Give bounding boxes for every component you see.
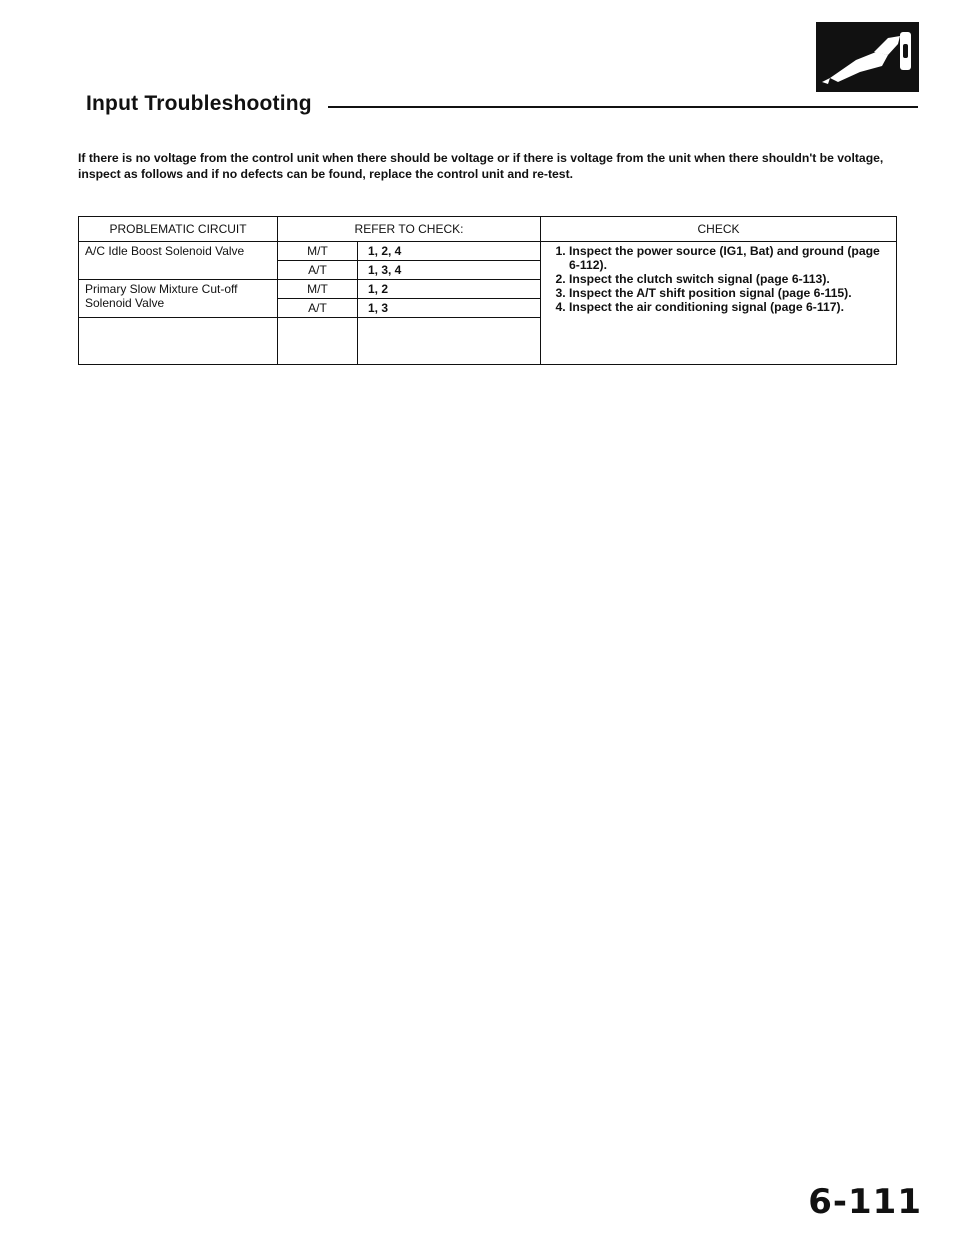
fuel-nozzle-icon <box>816 22 919 92</box>
title-row <box>86 90 918 120</box>
transmission-cell: M/T <box>278 242 358 261</box>
check-list-item: 4. Inspect the air conditioning signal (page 6-117). <box>569 300 890 314</box>
header-refer-to-check: REFER TO CHECK: <box>278 217 541 242</box>
check-items-cell: 1, 2 <box>358 280 541 299</box>
troubleshooting-table <box>78 216 897 365</box>
circuit-cell: A/C Idle Boost Solenoid Valve <box>79 242 278 280</box>
check-list-item: 2. Inspect the clutch switch signal (page 6-113). <box>569 272 890 286</box>
table-row <box>79 242 897 261</box>
header-check: CHECK <box>541 217 897 242</box>
intro-paragraph: If there is no voltage from the control unit when there should be voltage or if there is voltage from the unit when there shouldn't be voltage, inspect as follows and if no defects can be found, replace the control unit and re-test. <box>78 151 884 181</box>
transmission-cell: A/T <box>278 261 358 280</box>
table-header-row <box>79 217 897 242</box>
check-list-item: 3. Inspect the A/T shift position signal (page 6-115). <box>569 286 890 300</box>
title-rule <box>328 106 918 108</box>
page-title: Input Troubleshooting <box>86 92 312 115</box>
check-items-cell: 1, 3 <box>358 299 541 318</box>
empty-cell <box>278 318 358 365</box>
transmission-cell: A/T <box>278 299 358 318</box>
empty-cell <box>79 318 278 365</box>
check-list <box>547 244 890 314</box>
check-list-cell <box>541 242 897 365</box>
check-items-cell: 1, 3, 4 <box>358 261 541 280</box>
empty-cell <box>358 318 541 365</box>
page-number: 6-111 <box>808 1182 922 1222</box>
check-list-item: 1. Inspect the power source (IG1, Bat) and ground (page 6-112). <box>569 244 890 272</box>
circuit-cell: Primary Slow Mixture Cut-off Solenoid Valve <box>79 280 278 318</box>
transmission-cell: M/T <box>278 280 358 299</box>
check-items-cell: 1, 2, 4 <box>358 242 541 261</box>
header-problematic-circuit: PROBLEMATIC CIRCUIT <box>79 217 278 242</box>
